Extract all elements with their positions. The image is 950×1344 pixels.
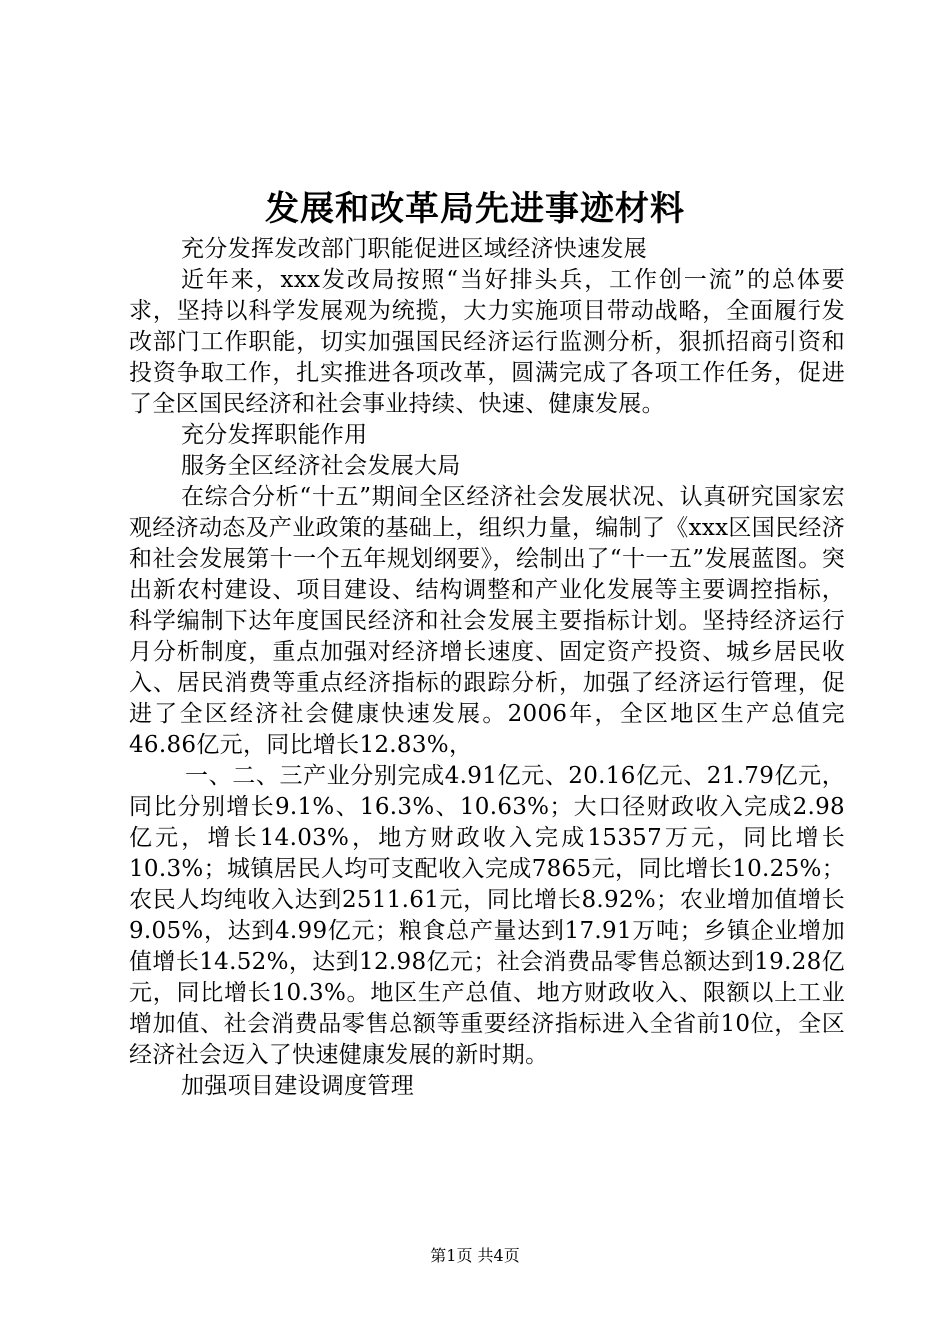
paragraph-statistics: 一、二、三产业分别完成4.91亿元、20.16亿元、21.79亿元，同比分别增长9.1%、16.3%、10.63%；大口径财政收入完成2.98亿元，增长14.03%，地方财政收入完成15357万元，同比增长10.3%；城镇居民人均可支配收入完成7865元，同比增长10.25%；农民人均纯收入达到2511.61元，同比增长8.92%；农业增加值增长9.05%，达到4.99亿元；粮食总产量达到17.91万吨；乡镇企业增加值增长14.52%，达到12.98亿元；社会消费品零售总额达到19.28亿元，同比增长10.3%。地区生产总值、地方财政收入、限额以上工业增加值、社会消费品零售总额等重要经济指标进入全省前10位，全区经济社会迈入了快速健康发展的新时期。 [129,763,845,1068]
page-footer: 第1页 共4页 [430,1246,520,1265]
paragraph-intro: 近年来，xxx发改局按照“当好排头兵，工作创一流”的总体要求，坚持以科学发展观为统揽，大力实施项目带动战略，全面履行发改部门工作职能，切实加强国民经济运行监测分析，狠抓招商引资和投资争取工作，扎实推进各项改革，圆满完成了各项工作任务，促进了全区国民经济和社会事业持续、快速、健康发展。 [129,267,845,417]
section-heading-projects: 加强项目建设调度管理 [181,1073,414,1099]
document-title: 发展和改革局先进事迹材料 [265,189,685,229]
section-heading-functions: 充分发挥职能作用 [181,422,368,448]
paragraph-planning: 在综合分析“十五”期间全区经济社会发展状况、认真研究国家宏观经济动态及产业政策的基础上，组织力量，编制了《xxx区国民经济和社会发展第十一个五年规划纲要》，绘制出了“十一五”发展蓝图。突出新农村建设、项目建设、结构调整和产业化发展等主要调控指标，科学编制下达年度国民经济和社会发展主要指标计划。坚持经济运行月分析制度，重点加强对经济增长速度、固定资产投资、城乡居民收入、居民消费等重点经济指标的跟踪分析，加强了经济运行管理，促进了全区经济社会健康快速发展。2006年，全区地区生产总值完46.86亿元，同比增长12.83%， [129,484,845,758]
document-body [129,234,845,1102]
section-heading-service: 服务全区经济社会发展大局 [181,453,461,479]
paragraph-subtitle: 充分发挥发改部门职能促进区域经济快速发展 [181,236,647,262]
